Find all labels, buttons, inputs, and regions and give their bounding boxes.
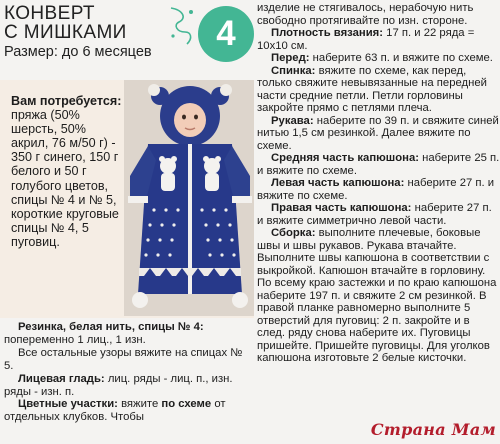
- left-instructions: [4, 321, 254, 424]
- assembly-heading: Сборка:: [271, 227, 316, 239]
- color-areas-text-b: от отдельных клубков. Чтобы: [4, 398, 226, 424]
- color-areas-text-bold: по схеме: [161, 398, 212, 411]
- back-heading: Спинка:: [271, 64, 316, 77]
- stockinette-text: лиц. ряды - лиц. п., изн. ряды - изн. п.: [4, 372, 233, 398]
- other-patterns-text: Все остальные узоры вяжите на спицах № 5.: [4, 346, 243, 372]
- pattern-title: [4, 4, 127, 42]
- hood-left-text: наберите 27 п. и вяжите по схеме.: [257, 177, 495, 202]
- size-label: Размер: до 6 месяцев: [4, 44, 152, 60]
- title-line-1: КОНВЕРТ: [4, 3, 95, 24]
- hood-middle-heading: Средняя часть капюшона:: [271, 152, 419, 164]
- baby-in-knitted-bear-envelope-photo: [124, 80, 254, 316]
- assembly-text: выполните плечевые, боковые швы и швы рукавов. Рукава втачайте. Выполните швы капюшона в соответствии с выкройкой. Капюшон втачайте в горловину. По всему краю застежки и по краю капюшона наберите 197 п. и свяжите 2 см резинкой. В правой планке равномерно выполните 5 отверстий для пуговиц: 2 п. закройте и в след. ряду снова наберите их. Пуговицы пришейте. Пришейте пуговицы. Для уголков капюшона изготовьте 2 белые кисточки.: [257, 227, 497, 364]
- stockinette-heading: Лицевая гладь:: [18, 372, 105, 385]
- site-watermark: Страна Мам: [370, 420, 496, 439]
- right-column: [257, 0, 500, 444]
- materials-heading: Вам потребуется:: [11, 94, 122, 108]
- hood-left-heading: Левая часть капюшона:: [271, 177, 405, 189]
- intro-text: изделие не стягивалось, нерабочую нить свободно протягивайте по изн. стороне.: [257, 2, 474, 27]
- materials-body: пряжа (50% шерсть, 50% акрил, 76 м/50 г) - 350 г синего, 150 г белого и 50 г голубого цветов, спицы № 4 и № 5, короткие круговые спицы № 4, 5 пуговиц.: [11, 108, 119, 249]
- sleeves-text: наберите по 39 п. и свяжите синей нитью 1,5 см резинкой. Далее вяжите по схеме.: [257, 114, 499, 152]
- front-heading: Перед:: [271, 52, 310, 64]
- hood-right-text: наберите 27 п. и вяжите симметрично левой части.: [257, 202, 492, 227]
- density-text: 17 п. и 22 ряда = 10x10 см.: [257, 27, 475, 52]
- materials-text: [11, 94, 126, 249]
- back-text: вяжите по схеме, как перед, только свяжите невывязанные на передней части средние петли. Петли горловины закройте прямо с петлями плеча.: [257, 64, 487, 114]
- hood-right-heading: Правая часть капюшона:: [271, 202, 412, 214]
- density-heading: Плотность вязания:: [271, 27, 384, 39]
- right-instructions: [257, 2, 500, 365]
- color-areas-heading: Цветные участки:: [18, 398, 118, 411]
- hood-middle-text: наберите 25 п. и вяжите по схеме.: [257, 152, 500, 177]
- front-text: наберите 63 п. и вяжите по схеме.: [312, 52, 493, 64]
- pattern-number-badge: 4: [198, 6, 254, 62]
- sleeves-heading: Рукава:: [271, 114, 314, 127]
- title-line-2: С МИШКАМИ: [4, 22, 127, 43]
- color-areas-text-a: вяжите: [121, 398, 159, 411]
- rib-text: попеременно 1 лиц., 1 изн.: [4, 333, 146, 346]
- rib-heading: Резинка, белая нить, спицы № 4:: [18, 321, 204, 333]
- decorative-squiggle-icon: [167, 6, 197, 46]
